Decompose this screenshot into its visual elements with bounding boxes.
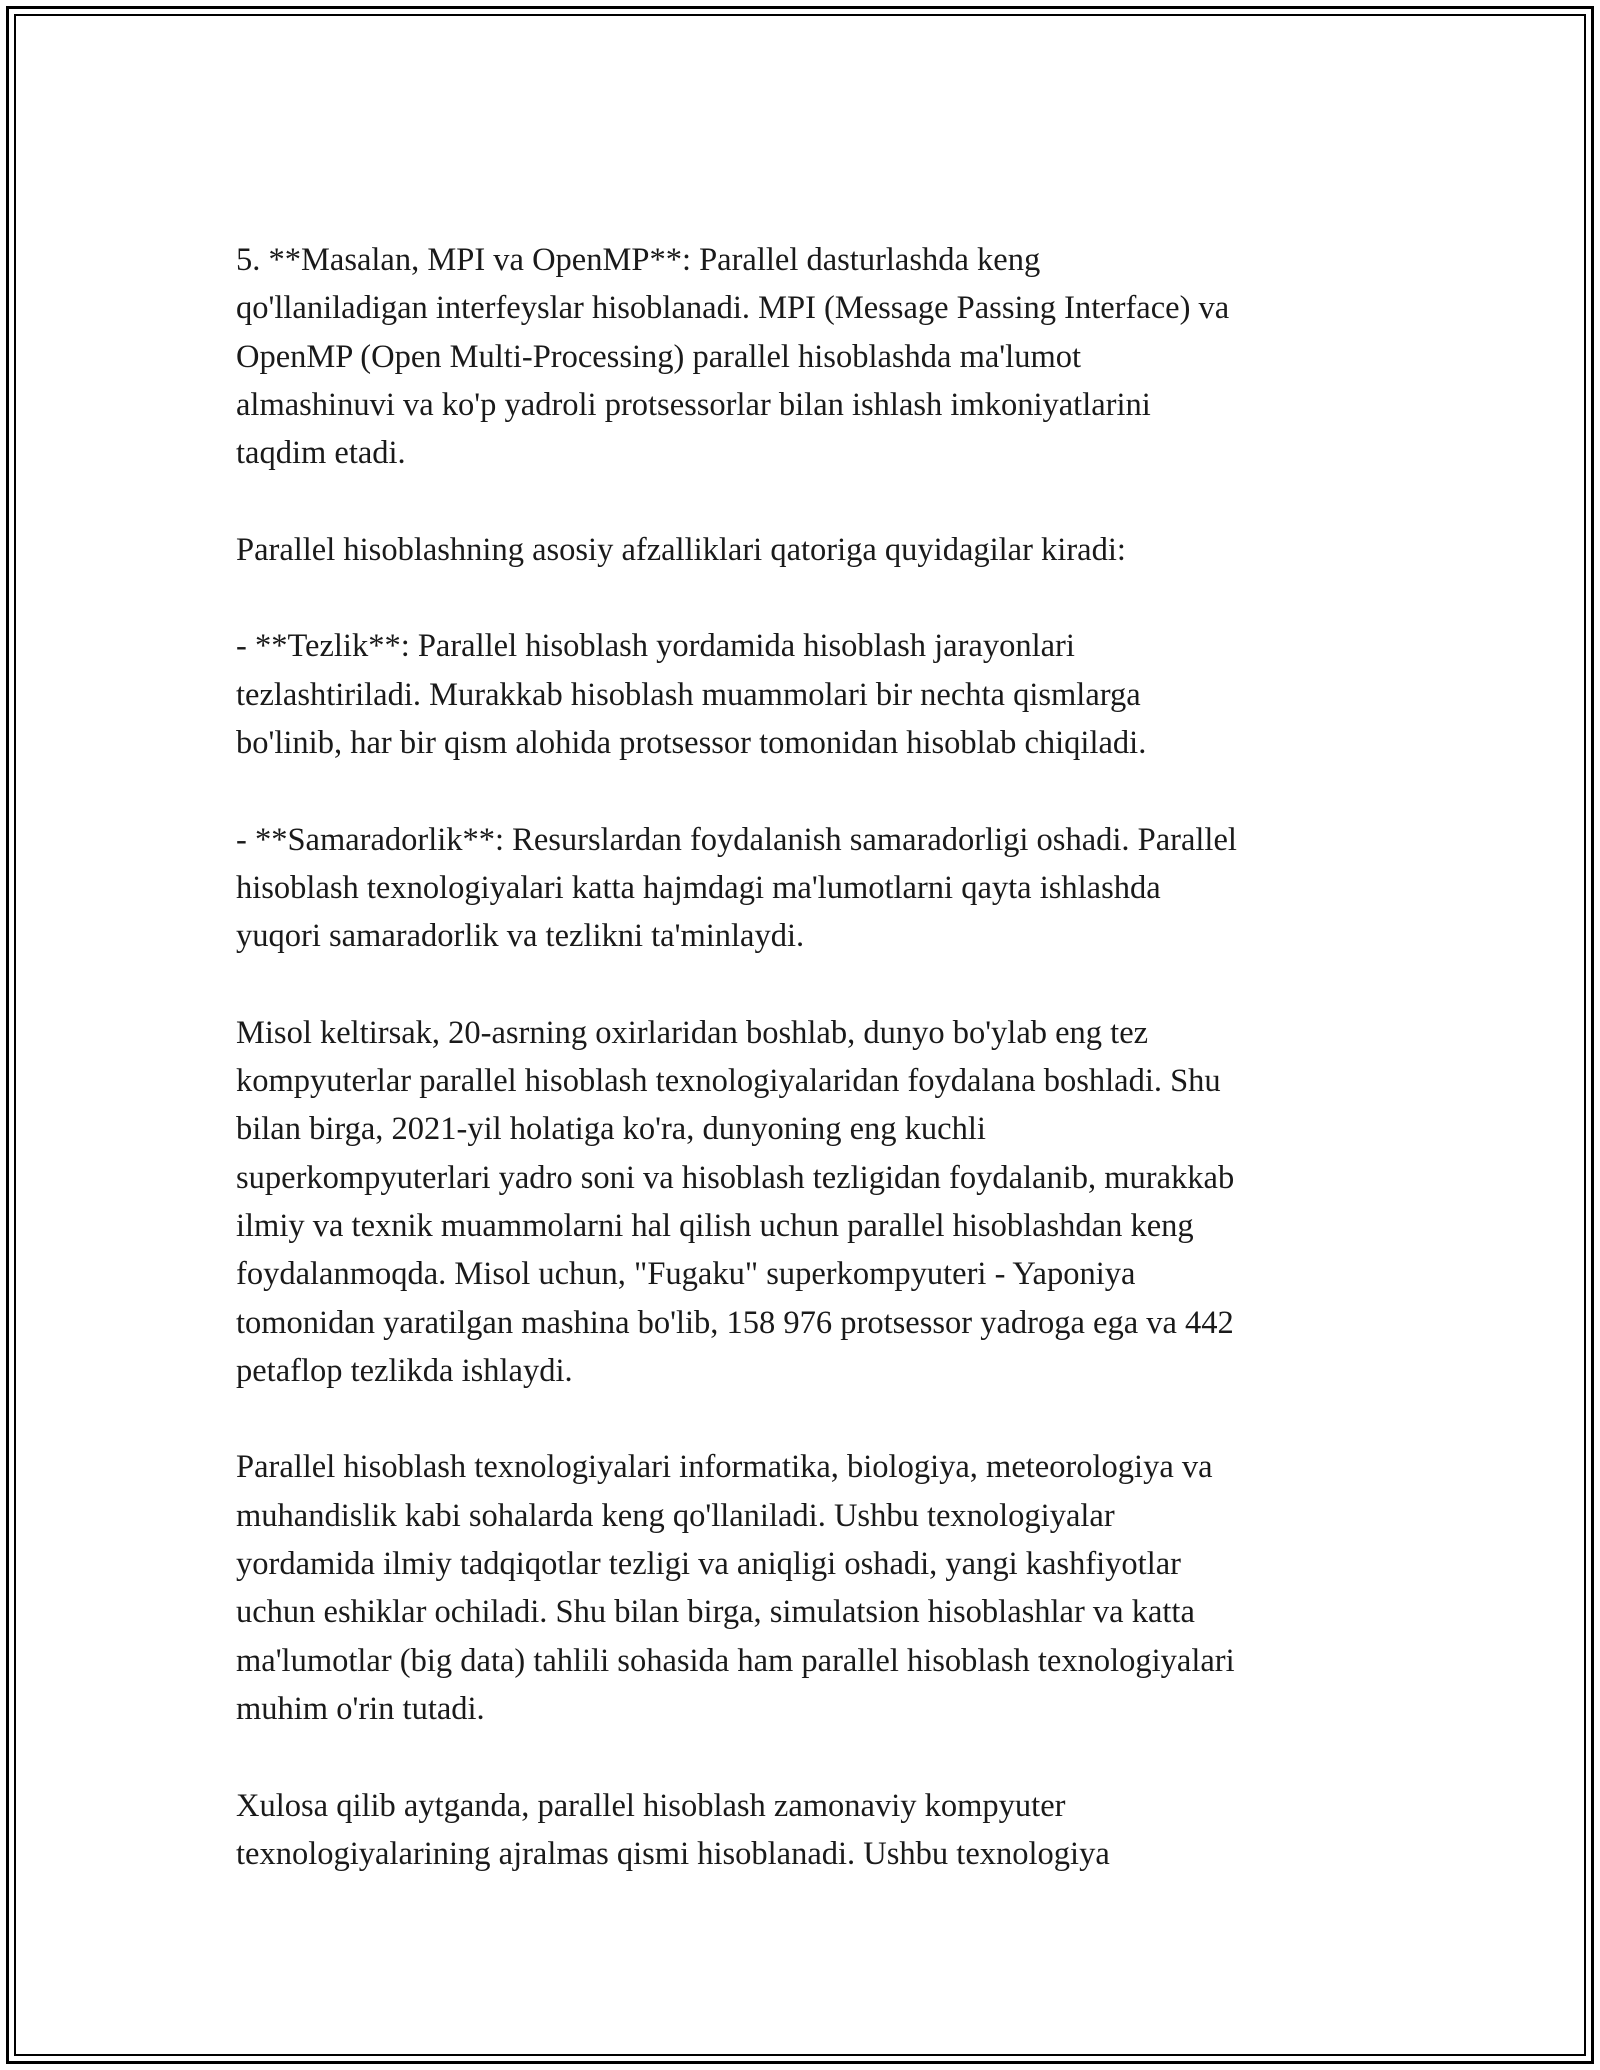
paragraph-advantages-intro: Parallel hisoblashning asosiy afzalliklari qatoriga quyidagilar kiradi: (236, 531, 1126, 568)
paragraph-applications: Parallel hisoblash texnologiyalari informatika, biologiya, meteorologiya va muhandislik kabi sohalarda keng qo'llaniladi. Ushbu texnologiyalar yordamida ilmiy tadqiqotlar tezligi va aniqligi oshadi, yangi kashfiyotlar uchun eshiklar ochiladi. Shu bilan birga, simulatsion hisoblashlar va katta ma'lumotlar (big data) tahlili sohasida ham parallel hisoblash texnologiyalari muhim o'rin tutadi. (236, 1449, 1235, 1727)
paragraph-efficiency: - **Samaradorlik**: Resurslardan foydalanish samaradorligi oshadi. Parallel hisoblash texnologiyalari katta hajmdagi ma'lumotlarni qayta ishlashda yuqori samaradorlik va tezlikni ta'minlaydi. (236, 821, 1237, 955)
document-body (236, 236, 1376, 1878)
paragraph-speed: - **Tezlik**: Parallel hisoblash yordamida hisoblash jarayonlari tezlashtiriladi. Murakkab hisoblash muammolari bir nechta qismlarga bo'linib, har bir qism alohida protsessor tomonidan hisoblab chiqiladi. (236, 628, 1147, 761)
paragraph-mpi-openmp: 5. **Masalan, MPI va OpenMP**: Parallel dasturlashda keng qo'llaniladigan interfeyslar hisoblanadi. MPI (Message Passing Interface) va OpenMP (Open Multi-Processing) parallel hisoblashda ma'lumot almashinuvi va ko'p yadroli protsessorlar bilan ishlash imkoniyatlarini taqdim etadi. (236, 242, 1230, 472)
paragraph-example-fugaku: Misol keltirsak, 20-asrning oxirlaridan boshlab, dunyo bo'ylab eng tez kompyuterlar parallel hisoblash texnologiyalaridan foydalana boshladi. Shu bilan birga, 2021-yil holatiga ko'ra, dunyoning eng kuchli superkompyuterlari yadro soni va hisoblash tezligidan foydalanib, murakkab ilmiy va texnik muammolarni hal qilish uchun parallel hisoblashdan keng foydalanmoqda. Misol uchun, "Fugaku" superkompyuteri - Yaponiya tomonidan yaratilgan mashina bo'lib, 158 976 protsessor yadroga ega va 442 petaflop tezlikda ishlaydi. (236, 1014, 1235, 1389)
paragraph-conclusion: Xulosa qilib aytganda, parallel hisoblash zamonaviy kompyuter texnologiyalarining ajralmas qismi hisoblanadi. Ushbu texnologiya (236, 1787, 1110, 1872)
